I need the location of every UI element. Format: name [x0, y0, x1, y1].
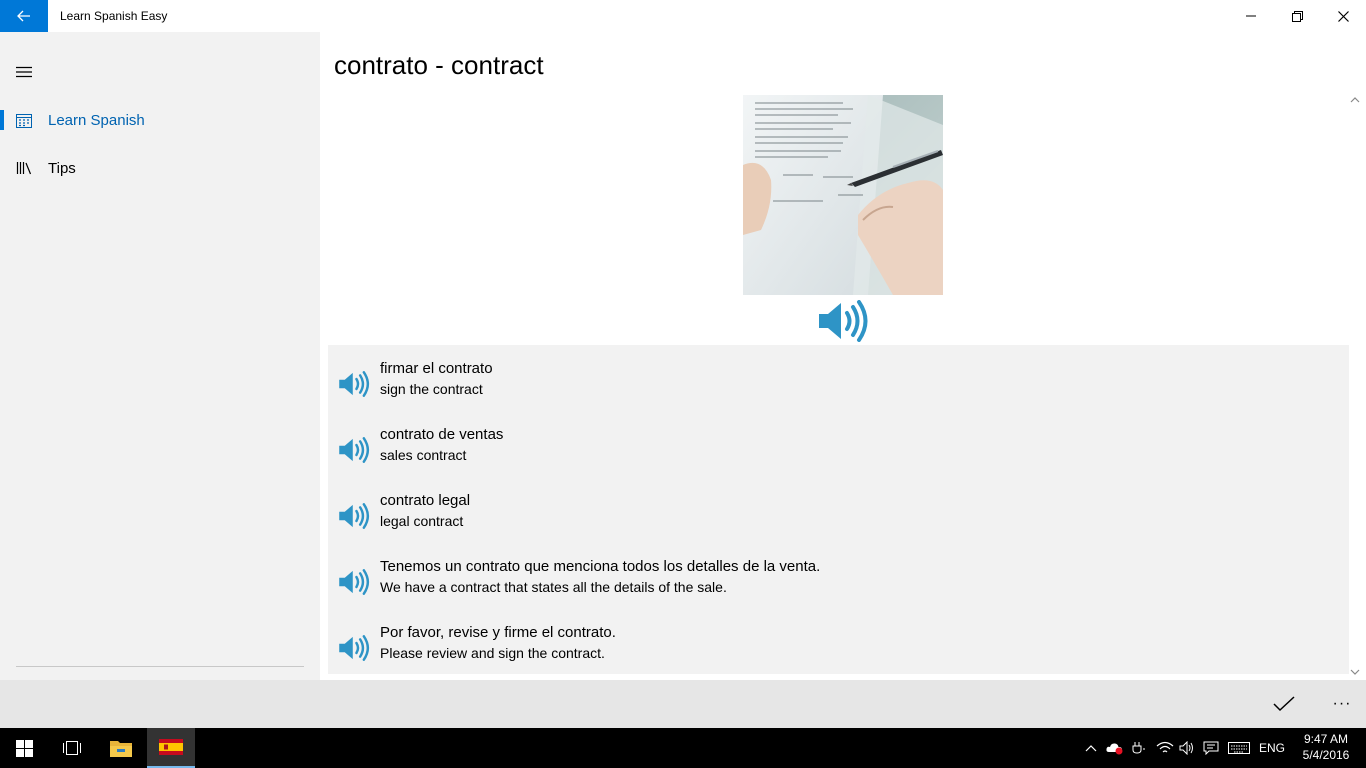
- speaker-icon: [338, 634, 370, 662]
- sidebar-item-tips[interactable]: [0, 148, 320, 188]
- command-bar: [0, 680, 1366, 728]
- title-bar: [0, 0, 1366, 32]
- phrase-spanish: firmar el contrato: [380, 360, 493, 377]
- library-icon: [0, 148, 48, 188]
- play-word-speaker-button[interactable]: [817, 300, 869, 342]
- restore-icon: [1292, 11, 1303, 22]
- start-button[interactable]: [0, 728, 48, 768]
- close-button[interactable]: [1320, 0, 1366, 32]
- phrase-english: sign the contract: [380, 381, 483, 397]
- action-center-icon[interactable]: [1200, 728, 1222, 768]
- more-options-button[interactable]: ···: [1332, 695, 1352, 712]
- phrase-english: We have a contract that states all the details of the sale.: [380, 579, 727, 595]
- chevron-up-icon: [1085, 744, 1097, 752]
- folder-icon: [109, 738, 133, 758]
- page-title: contrato - contract: [334, 50, 544, 80]
- minimize-icon: [1246, 11, 1256, 21]
- sidebar-item-label: Tips: [48, 159, 76, 177]
- sidebar-item-label: Learn Spanish: [48, 111, 145, 129]
- phrase-spanish: Por favor, revise y firme el contrato.: [380, 624, 616, 641]
- minimize-button[interactable]: [1228, 0, 1274, 32]
- taskbar-learn-spanish-app[interactable]: [147, 728, 195, 768]
- speaker-icon: [338, 502, 370, 530]
- wifi-icon[interactable]: [1154, 728, 1176, 768]
- phrase-speaker-button[interactable]: [338, 436, 370, 464]
- phrase-english: Please review and sign the contract.: [380, 645, 605, 661]
- selection-indicator: [0, 110, 4, 130]
- hamburger-menu-button[interactable]: [0, 56, 48, 88]
- phrase-spanish: Tenemos un contrato que menciona todos los detalles de la venta.: [380, 558, 821, 575]
- back-arrow-icon: [17, 10, 31, 22]
- phrase-english: sales contract: [380, 447, 467, 463]
- speaker-icon: [338, 568, 370, 596]
- task-view-icon: [62, 740, 82, 756]
- main-content: [320, 32, 1366, 680]
- calendar-icon: [0, 100, 48, 140]
- mark-learned-button[interactable]: [1262, 684, 1306, 724]
- phrase-speaker-button[interactable]: [338, 568, 370, 596]
- word-image: [743, 95, 943, 295]
- phrase-item: [328, 622, 1349, 672]
- touch-keyboard-icon[interactable]: [1226, 728, 1252, 768]
- phrase-spanish: contrato de ventas: [380, 426, 504, 443]
- task-view-button[interactable]: [48, 728, 96, 768]
- volume-icon[interactable]: [1176, 728, 1198, 768]
- hamburger-icon: [16, 66, 32, 78]
- speaker-icon: [817, 300, 869, 342]
- phrase-item: [328, 490, 1349, 540]
- taskbar-file-explorer[interactable]: [97, 728, 145, 768]
- speaker-icon: [338, 436, 370, 464]
- restore-button[interactable]: [1274, 0, 1320, 32]
- spain-flag-icon: [159, 739, 183, 755]
- phrase-english: legal contract: [380, 513, 464, 529]
- checkmark-icon: [1273, 696, 1295, 712]
- taskbar: [0, 728, 1366, 768]
- phrase-list: [328, 345, 1349, 674]
- phrase-item: [328, 424, 1349, 474]
- close-icon: [1338, 11, 1349, 22]
- windows-logo-icon: [16, 740, 33, 757]
- sidebar-item-learn-spanish[interactable]: [0, 100, 320, 140]
- phrase-item: [328, 556, 1349, 606]
- power-plug-icon[interactable]: [1128, 728, 1150, 768]
- phrase-speaker-button[interactable]: [338, 370, 370, 398]
- onedrive-tray-icon[interactable]: [1104, 728, 1126, 768]
- clock-time: 9:47 AM: [1303, 732, 1349, 746]
- phrase-speaker-button[interactable]: [338, 634, 370, 662]
- back-button[interactable]: [0, 0, 48, 32]
- scroll-down-arrow[interactable]: [1350, 664, 1360, 674]
- scroll-up-arrow[interactable]: [1350, 92, 1360, 102]
- phrase-item: [328, 358, 1349, 408]
- navigation-pane: [0, 32, 320, 680]
- clock-date: 5/4/2016: [1302, 748, 1350, 762]
- speaker-icon: [338, 370, 370, 398]
- system-clock[interactable]: [1294, 731, 1358, 763]
- phrase-spanish: contrato legal: [380, 492, 471, 509]
- input-language-indicator[interactable]: ENG: [1258, 741, 1285, 755]
- show-hidden-icons-button[interactable]: [1082, 728, 1100, 768]
- phrase-speaker-button[interactable]: [338, 502, 370, 530]
- sidebar-divider: [16, 666, 304, 667]
- app-title: Learn Spanish Easy: [60, 9, 168, 23]
